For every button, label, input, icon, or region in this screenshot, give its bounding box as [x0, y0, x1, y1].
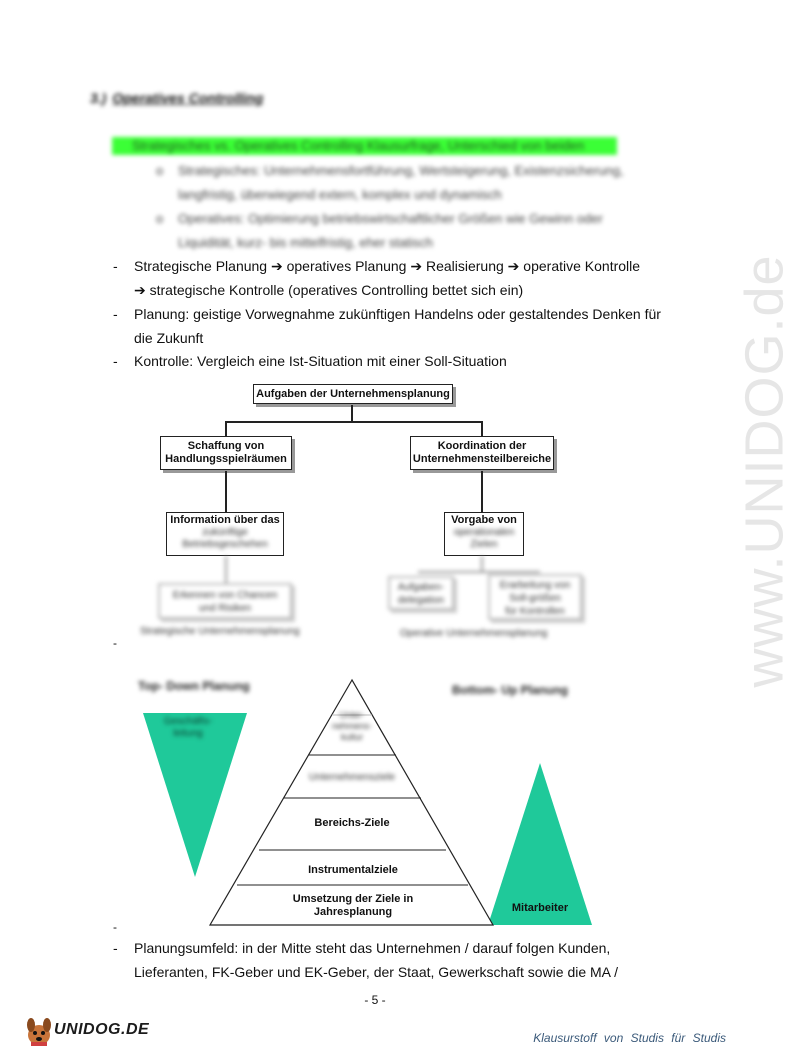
sub-bullet-line: langfristig, überwiegend extern, komplex und dynamisch	[178, 187, 502, 202]
pyramid-level-5	[240, 893, 466, 919]
org-right-label: Unternehmensteilbereiche	[412, 453, 552, 465]
watermark: www.UNIDOG.de	[734, 254, 795, 688]
section-title: Operatives Controlling	[112, 90, 264, 106]
org-left-caption: Strategische Unternehmensplanung	[140, 626, 300, 637]
footer-tagline: Klausurstoff von Studis für Studis	[533, 1031, 726, 1045]
sub-bullet-marker: o	[156, 211, 164, 226]
pyramid-level-4: Instrumentalziele	[308, 864, 398, 876]
sub-bullet-line: Strategisches: Unternehmensfortführung, Wertsteigerung, Existenzsicherung,	[178, 163, 624, 178]
logo-text: UNIDOG.DE	[54, 1021, 150, 1038]
org-right-grandchild-label: Soll-größen	[509, 593, 561, 604]
unidog-logo[interactable]	[22, 1015, 152, 1047]
org-left-label: Schaffung von	[187, 440, 265, 452]
top-down-label: Top- Down Planung	[138, 679, 250, 693]
right-triangle	[488, 763, 592, 925]
bullet-dash: -	[113, 940, 118, 956]
pyramid-level-text: Jahresplanung	[313, 906, 393, 918]
left-triangle-text: Geschäfts-	[163, 716, 213, 727]
org-left-label: Handlungsspielräumen	[165, 453, 287, 465]
bullet-line: die Zukunft	[134, 330, 204, 346]
bullet-line: ➔ strategische Kontrolle (operatives Controlling bettet sich ein)	[134, 282, 524, 298]
pyramid-level-text: nehmens-	[331, 721, 373, 731]
left-triangle-label	[160, 716, 216, 740]
org-right-label: Koordination der	[437, 440, 527, 452]
org-right-grandchild-label: für Kontrollen	[505, 606, 565, 617]
bullet-line: Planungsumfeld: in der Mitte steht das Unternehmen / darauf folgen Kunden,	[134, 940, 611, 956]
bullet-line: Planung: geistige Vorwegnahme zukünftigen Handelns oder gestaltendes Denken für	[134, 306, 661, 322]
pyramid-level-text: kultur	[340, 732, 363, 742]
right-triangle-label: Mitarbeiter	[511, 902, 569, 914]
org-right-child-label: Vorgabe von	[451, 514, 517, 526]
org-right-child-label: operationalen	[453, 527, 515, 538]
org-left-child-label: Information über das	[170, 514, 280, 526]
pyramid-level-2: Unternehmensziele	[308, 772, 396, 783]
stray-dash: -	[113, 636, 117, 650]
org-right-grandchild-label: Aufgaben-	[397, 582, 445, 593]
org-left-grandchild-label: und Risiken	[198, 603, 252, 614]
pyramid-level-3: Bereichs-Ziele	[314, 817, 390, 829]
pyramid-level-text: Umsetzung der Ziele in	[292, 893, 414, 905]
bullet-line: Kontrolle: Vergleich eine Ist-Situation mit einer Soll-Situation	[134, 353, 507, 369]
bullet-dash: -	[113, 306, 118, 322]
org-right-grandchild-label: Erarbeitung von	[499, 580, 571, 591]
org-right-child-label: Zielen	[470, 539, 498, 550]
bullet-dash: -	[113, 258, 118, 274]
pyramid-level-1	[326, 710, 378, 743]
stray-dash: -	[113, 920, 117, 934]
org-root-label: Aufgaben der Unternehmensplanung	[256, 387, 450, 400]
sub-bullet-line: Operatives: Optimierung betriebswirtschaftlicher Größen wie Gewinn oder	[178, 211, 603, 226]
left-triangle-text: leitung	[173, 728, 203, 739]
pyramid-level-text: Unter-	[339, 710, 365, 720]
sub-bullet-marker: o	[156, 163, 164, 178]
org-left-child-label: zukünftige	[202, 527, 248, 538]
section-number: 3.)	[90, 90, 107, 106]
highlight-text: Strategisches vs. Operatives Controlling Klausurfrage, Unterschied von beiden	[132, 138, 585, 153]
page-number: - 5 -	[364, 993, 386, 1007]
bullet-dash: -	[113, 353, 118, 369]
org-left-grandchild-label: Erkennen von Chancen	[172, 590, 278, 601]
org-right-caption: Operative Unternehmensplanung	[400, 628, 548, 639]
org-left-child-label: Betriebsgeschehen	[182, 539, 268, 550]
org-right-grandchild-label: delegation	[397, 595, 445, 606]
bullet-line: Lieferanten, FK-Geber und EK-Geber, der Staat, Gewerkschaft sowie die MA /	[134, 964, 619, 980]
sub-bullet-line: Liquidität, kurz- bis mittelfristig, eher statisch	[178, 235, 434, 250]
dog-mascot-icon	[22, 1015, 56, 1047]
bottom-up-label: Bottom- Up Planung	[452, 683, 568, 697]
bullet-line: Strategische Planung ➔ operatives Planung ➔ Realisierung ➔ operative Kontrolle	[134, 258, 641, 274]
